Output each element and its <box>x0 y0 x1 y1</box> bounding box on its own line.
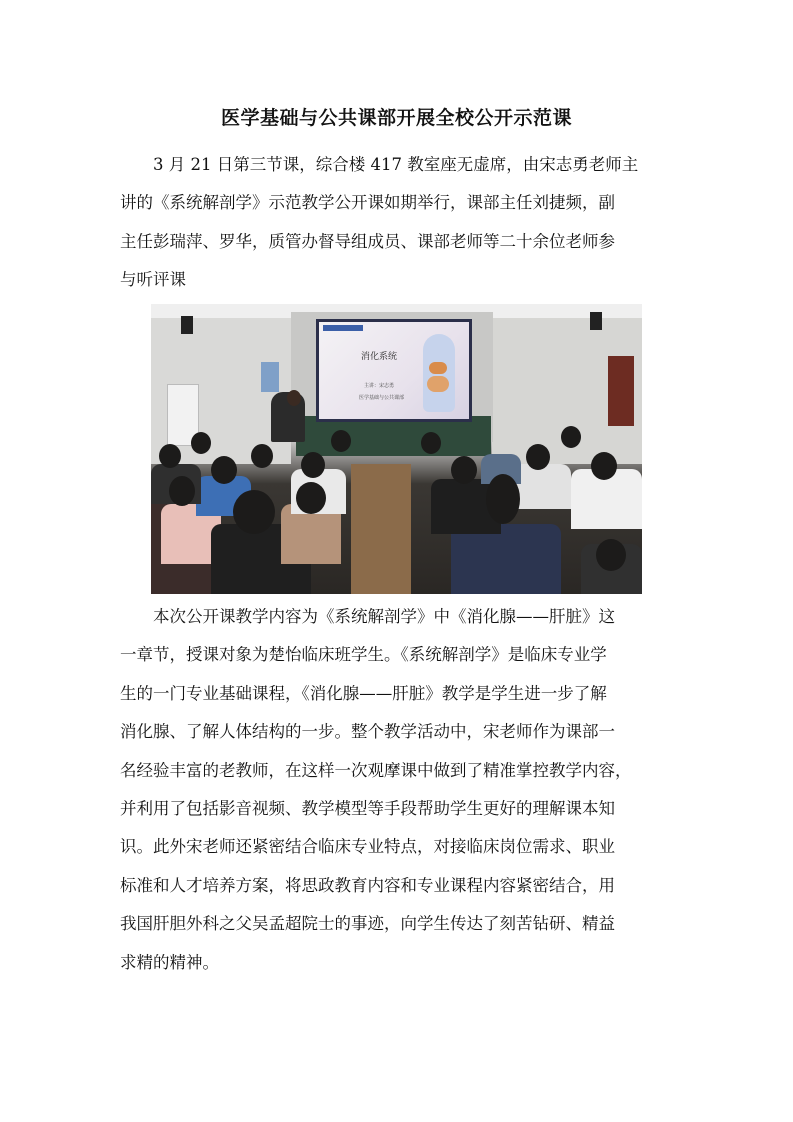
student-head <box>591 452 617 480</box>
student-head <box>251 444 273 468</box>
slide-title: 消化系统 <box>361 352 398 362</box>
student-head <box>296 482 326 514</box>
speaker-icon <box>590 312 602 330</box>
student-head <box>596 539 626 571</box>
paragraph-line: 讲的《系统解剖学》示范教学公开课如期举行，课部主任刘捷频，副 <box>120 193 615 213</box>
body-paragraph <box>120 598 680 982</box>
intro-paragraph <box>120 146 680 300</box>
blackboard <box>296 416 491 456</box>
student-head <box>526 444 550 470</box>
slide-department: 医学基础与公共课部 <box>359 395 405 401</box>
student-head <box>233 490 275 534</box>
student-head <box>451 456 477 484</box>
paragraph-line: 3 月 21 日第三节课，综合楼 417 教室座无虚席，由宋志勇老师主 <box>153 155 639 174</box>
organ-shape <box>429 362 447 374</box>
classroom-aisle <box>351 464 411 594</box>
paragraph-line: 并利用了包括影音视频、教学模型等手段帮助学生更好的理解课本知 <box>120 798 615 818</box>
student-head <box>191 432 211 454</box>
paragraph-line: 名经验丰富的老教师，在这样一次观摩课中做到了精准掌控教学内容， <box>120 760 632 780</box>
student-head <box>211 456 237 484</box>
paragraph-line: 求精的精神。 <box>120 952 219 972</box>
paragraph-line: 本次公开课教学内容为《系统解剖学》中《消化腺——肝脏》这 <box>153 607 615 626</box>
school-logo <box>323 325 363 331</box>
student-head <box>421 432 441 454</box>
paragraph-line: 消化腺、了解人体结构的一步。整个教学活动中，宋老师作为课部一 <box>120 722 615 742</box>
notice-board <box>261 362 279 392</box>
student-head <box>561 426 581 448</box>
speaker-icon <box>181 316 193 334</box>
student-head <box>486 474 520 524</box>
organ-shape <box>427 376 449 392</box>
paragraph-line: 我国肝胆外科之父吴孟超院士的事迹，向学生传达了刻苦钻研、精益 <box>120 914 615 934</box>
paragraph-line: 一章节，授课对象为楚怡临床班学生。《系统解剖学》是临床专业学 <box>120 645 607 665</box>
student-head <box>287 390 301 406</box>
paragraph-line: 主任彭瑞萍、罗华，质管办督导组成员、课部老师等二十余位老师参 <box>120 231 615 251</box>
student-head <box>159 444 181 468</box>
classroom-photo <box>151 304 642 594</box>
student-head <box>331 430 351 452</box>
student-head <box>169 476 195 506</box>
slide-presenter: 主讲：宋志勇 <box>364 383 395 389</box>
classroom-door <box>608 356 634 426</box>
page-title: 医学基础与公共课部开展全校公开示范课 <box>220 107 572 129</box>
student-figure <box>451 524 561 594</box>
student-head <box>301 452 325 478</box>
paragraph-line: 标准和人才培养方案，将思政教育内容和专业课程内容紧密结合，用 <box>120 875 615 895</box>
paragraph-line: 与听评课 <box>120 270 186 290</box>
paragraph-line: 生的一门专业基础课程，《消化腺——肝脏》教学是学生进一步了解 <box>120 683 607 703</box>
projector-screen <box>316 319 472 422</box>
paragraph-line: 识。此外宋老师还紧密结合临床专业特点，对接临床岗位需求、职业 <box>120 837 615 857</box>
